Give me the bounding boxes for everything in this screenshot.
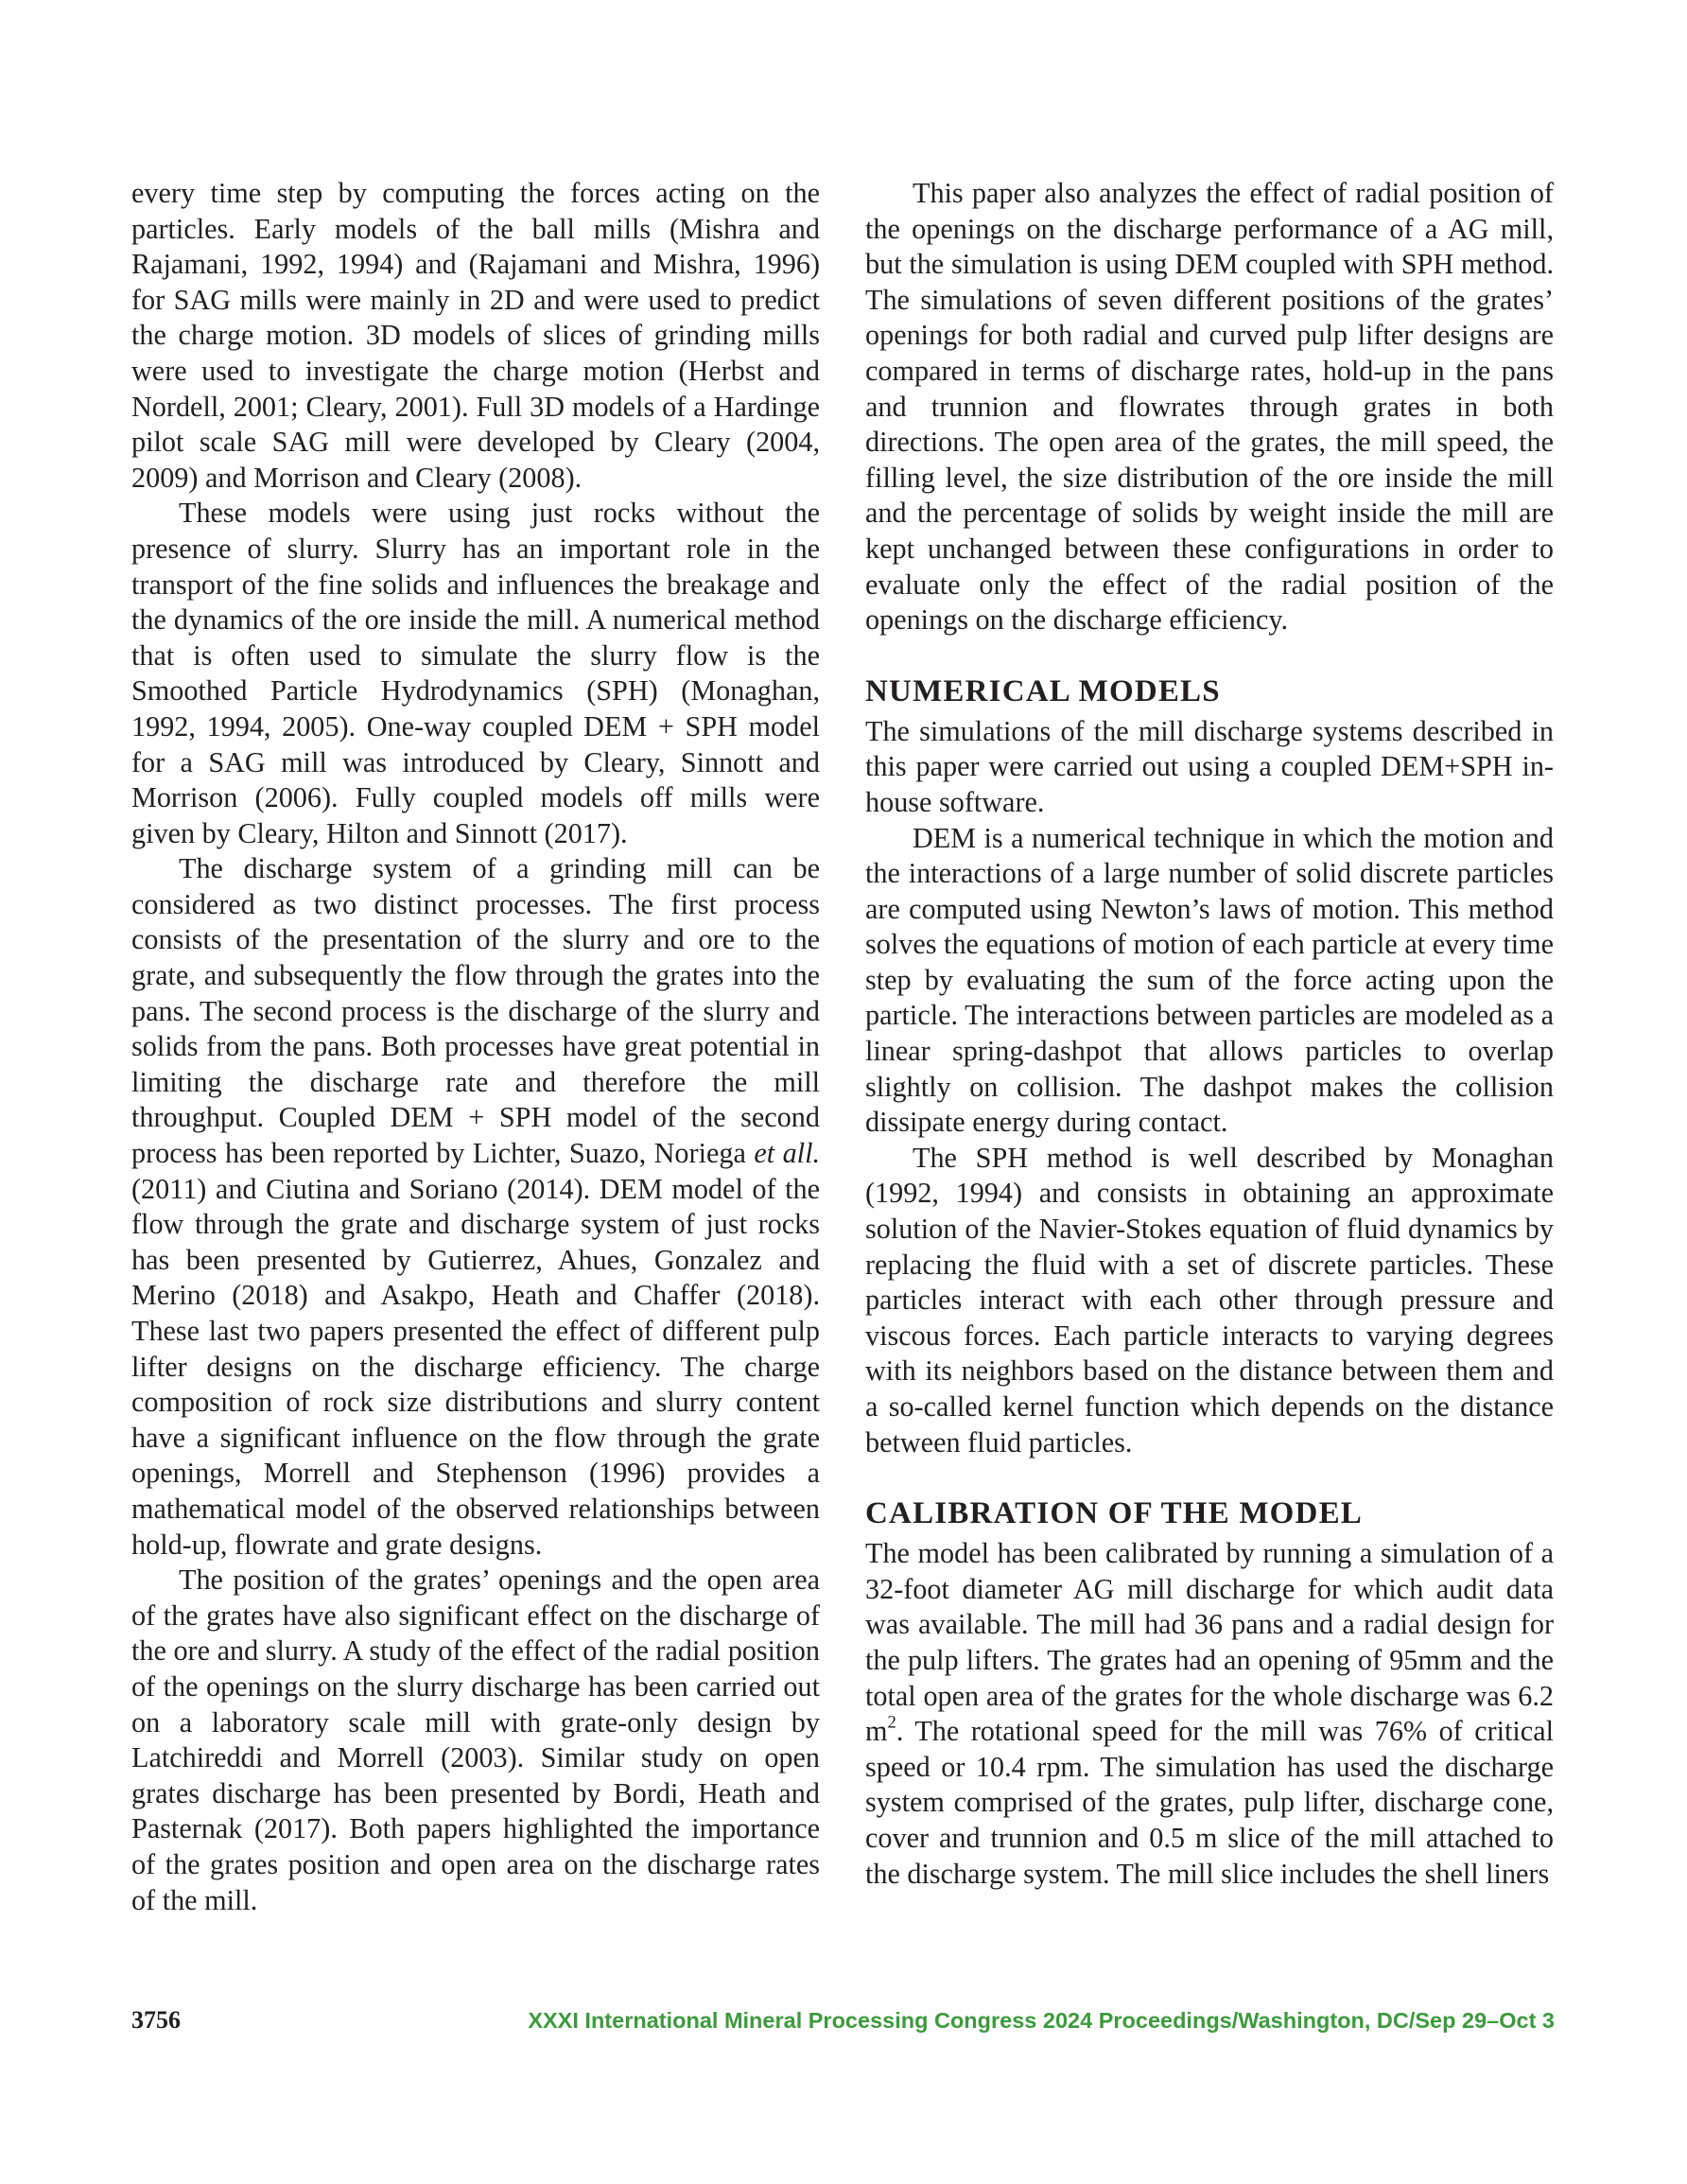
paragraph-text: The model has been calibrated by running a simulation of a 32-foot diameter AG mill discharge for which audit data was available. The mill had 36 pans and a radial design for the pulp lifters. The grates had an opening of 95mm and the total open area of the grates for the whole discharge was 6.2 m bbox=[865, 1537, 1554, 1748]
section-heading: NUMERICAL MODELS bbox=[865, 673, 1221, 708]
page-number: 3756 bbox=[131, 2006, 181, 2034]
paragraph: These models were using just rocks without the presence of slurry. Slurry has an important role in the transport of the fine solids and influences the breakage and the dynamics of the ore inside the mill. A numerical method that is often used to simulate the slurry flow is the Smoothed Particle Hydrodynamics (SPH) (Monaghan, 1992, 1994, 2005). One-way coupled DEM + SPH model for a SAG mill was introduced by Cleary, Sinnott and Morrison (2006). Fully coupled models off mills were given by Cleary, Hilton and Sinnott (2017). bbox=[131, 497, 820, 849]
paragraph bbox=[865, 1536, 1554, 1892]
left-column bbox=[131, 176, 820, 1918]
superscript: 2 bbox=[887, 1712, 896, 1733]
running-title: XXXI International Mineral Processing Congress 2024 Proceedings/Washington, DC/Sep 29–Oct 3 bbox=[528, 2008, 1555, 2033]
paragraph: every time step by computing the forces acting on the particles. Early models of the ball mills (Mishra and Rajamani, 1992, 1994) and (Rajamani and Mishra, 1996) for SAG mills were mainly in 2D and were used to predict the charge motion. 3D models of slices of grinding mills were used to investigate the charge motion (Herbst and Nordell, 2001; Cleary, 2001). Full 3D models of a Hardinge pilot scale SAG mill were developed by Cleary (2004, 2009) and Morrison and Cleary (2008). bbox=[131, 177, 820, 494]
right-column bbox=[865, 176, 1554, 1892]
page-footer bbox=[131, 2006, 1555, 2044]
section-heading: CALIBRATION OF THE MODEL bbox=[865, 1496, 1364, 1531]
paragraph-text: (2011) and Ciutina and Soriano (2014). DEM model of the flow through the grate and discharge system of just rocks has been presented by Gutierrez, Ahues, Gonzalez and Merino (2018) and Asakpo, Heath and Chaffer (2018). These last two papers presented the effect of different pulp lifter designs on the discharge efficiency. The charge composition of rock size distributions and slurry content have a significant influence on the flow through the grate openings, Morrell and Stephenson (1996) provides a mathematical model of the observed relationships between hold-up, flowrate and grate designs. bbox=[131, 1172, 820, 1561]
paragraph: The SPH method is well described by Monaghan (1992, 1994) and consists in obtaining an approximate solution of the Navier-Stokes equation of fluid dynamics by replacing the fluid with a set of discrete particles. These particles interact with each other through pressure and viscous forces. Each particle interacts to varying degrees with its neighbors based on the distance between them and a so-called kernel function which depends on the distance between fluid particles. bbox=[865, 1141, 1554, 1459]
paragraph: DEM is a numerical technique in which the motion and the interactions of a large number of solid discrete particles are computed using Newton’s laws of motion. This method solves the equations of motion of each particle at every time step by evaluating the sum of the force acting upon the particle. The interactions between particles are modeled as a linear spring-dashpot that allows particles to overlap slightly on collision. The dashpot makes the collision dissipate energy during contact. bbox=[865, 821, 1554, 1139]
paragraph: The simulations of the mill discharge systems described in this paper were carried out using a coupled DEM+SPH in-house software. bbox=[865, 714, 1554, 818]
paragraph: The position of the grates’ openings and the open area of the grates have also significant effect on the discharge of the ore and slurry. A study of the effect of the radial position of the openings on the slurry discharge has been carried out on a laboratory scale mill with grate-only design by Latchireddi and Morrell (2003). Similar study on open grates discharge has been presented by Bordi, Heath and Pasternak (2017). Both papers highlighted the importance of the grates position and open area on the discharge rates of the mill. bbox=[131, 1564, 820, 1916]
paragraph: This paper also analyzes the effect of radial position of the openings on the discharge performance of a AG mill, but the simulation is using DEM coupled with SPH method. The simulations of seven different positions of the grates’ openings for both radial and curved pulp lifter designs are compared in terms of discharge rates, hold-up in the pans and trunnion and flowrates through grates in both directions. The open area of the grates, the mill speed, the filling level, the size distribution of the ore inside the mill and the percentage of solids by weight inside the mill are kept unchanged between these configurations in order to evaluate only the effect of the radial position of the openings on the discharge efficiency. bbox=[865, 177, 1554, 637]
paragraph-text: The discharge system of a grinding mill can be considered as two distinct processes. The first process consists of the presentation of the slurry and ore to the grate, and subsequently the flow through the grates into the pans. The second process is the discharge of the slurry and solids from the pans. Both processes have great potential in limiting the discharge rate and therefore the mill throughput. Coupled DEM + SPH model of the second process has been reported by Lichter, Suazo, Noriega bbox=[131, 852, 820, 1170]
paragraph-text: . The rotational speed for the mill was 76% of critical speed or 10.4 rpm. The simulation has used the discharge system comprised of the grates, pulp lifter, discharge cone, cover and trunnion and 0.5 m slice of the mill attached to the discharge system. The mill slice includes the shell liners bbox=[865, 1715, 1554, 1890]
italic-text: et all. bbox=[754, 1137, 820, 1170]
paragraph bbox=[131, 851, 820, 1563]
